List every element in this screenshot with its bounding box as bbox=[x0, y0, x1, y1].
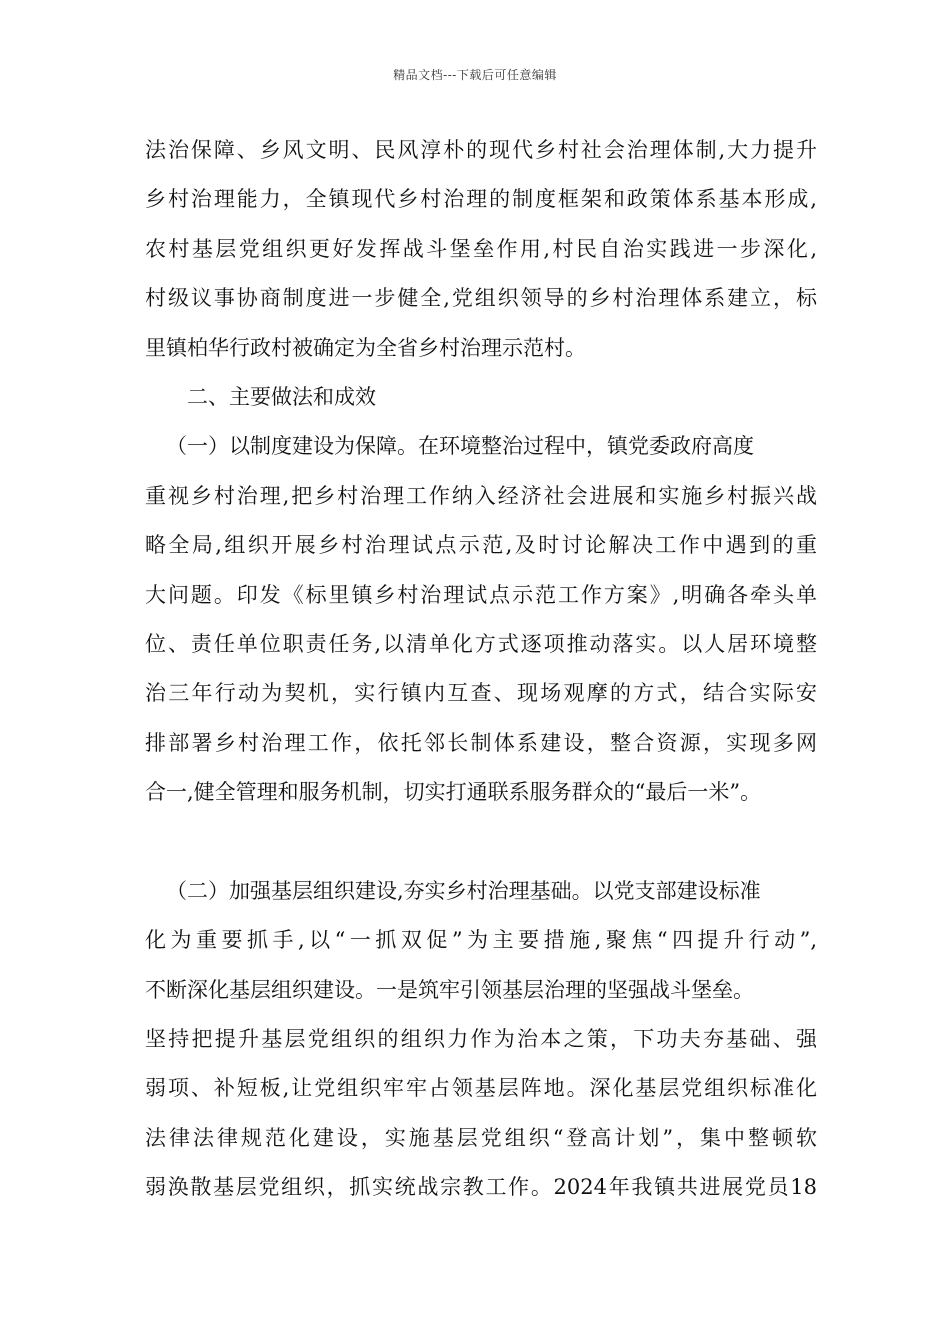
text-line: 治三年行动为契机，实行镇内互查、现场观摩的方式，结合实际安 bbox=[145, 681, 817, 706]
text-line: 排部署乡村治理工作，依托邻长制体系建设，整合资源，实现多网 bbox=[145, 730, 817, 755]
text-line: 农村基层党组织更好发挥战斗堡垒作用,村民自治实践进一步深化, bbox=[145, 236, 817, 261]
paragraph-gap bbox=[145, 817, 817, 866]
paragraph-1 bbox=[145, 126, 817, 373]
section-heading: 二、主要做法和成效 bbox=[187, 384, 376, 409]
text-line: 里镇柏华行政村被确定为全省乡村治理示范村。 bbox=[145, 335, 586, 360]
text-line: 法律法律规范化建设，实施基层党组织“登高计划”，集中整顿软 bbox=[145, 1125, 817, 1150]
text-line: 位、责任单位职责任务,以清单化方式逐项推动落实。以人居环境整 bbox=[145, 631, 817, 656]
text-line: （一）以制度建设为保障。在环境整治过程中，镇党委政府高度 bbox=[166, 434, 754, 459]
page-header: 精品文档---下载后可任意编辑 bbox=[393, 68, 557, 82]
text-line: 化为重要抓手,以“一抓双促”为主要措施,聚焦“四提升行动”, bbox=[145, 928, 817, 953]
text-line: 乡村治理能力，全镇现代乡村治理的制度框架和政策体系基本形成, bbox=[145, 187, 817, 212]
text-line: 弱项、补短板,让党组织牢牢占领基层阵地。深化基层党组织标准化 bbox=[145, 1076, 817, 1101]
text-line: 村级议事协商制度进一步健全,党组织领导的乡村治理体系建立，标 bbox=[145, 286, 817, 311]
text-line: 坚持把提升基层党组织的组织力作为治本之策，下功夫夯基础、强 bbox=[145, 1027, 817, 1052]
text-line: 合一,健全管理和服务机制，切实打通联系服务群众的“最后一米”。 bbox=[145, 780, 762, 805]
document-body bbox=[145, 126, 817, 1213]
text-line: 法治保障、乡风文明、民风淳朴的现代乡村社会治理体制,大力提升 bbox=[145, 138, 817, 162]
paragraph-2 bbox=[145, 422, 817, 817]
paragraph-3 bbox=[145, 867, 817, 1213]
text-line: 略全局,组织开展乡村治理试点示范,及时讨论解决工作中遇到的重 bbox=[145, 533, 817, 558]
text-line: 大问题。印发《标里镇乡村治理试点示范工作方案》,明确各牵头单 bbox=[145, 582, 817, 607]
text-line: 不断深化基层组织建设。一是筑牢引领基层治理的坚强战斗堡垒。 bbox=[145, 977, 754, 1002]
text-line: 弱涣散基层党组织，抓实统战宗教工作。2024年我镇共进展党员18 bbox=[145, 1175, 817, 1200]
text-line: （二）加强基层组织建设,夯实乡村治理基础。以党支部建设标准 bbox=[166, 878, 761, 903]
text-line: 重视乡村治理,把乡村治理工作纳入经济社会进展和实施乡村振兴战 bbox=[145, 483, 817, 508]
